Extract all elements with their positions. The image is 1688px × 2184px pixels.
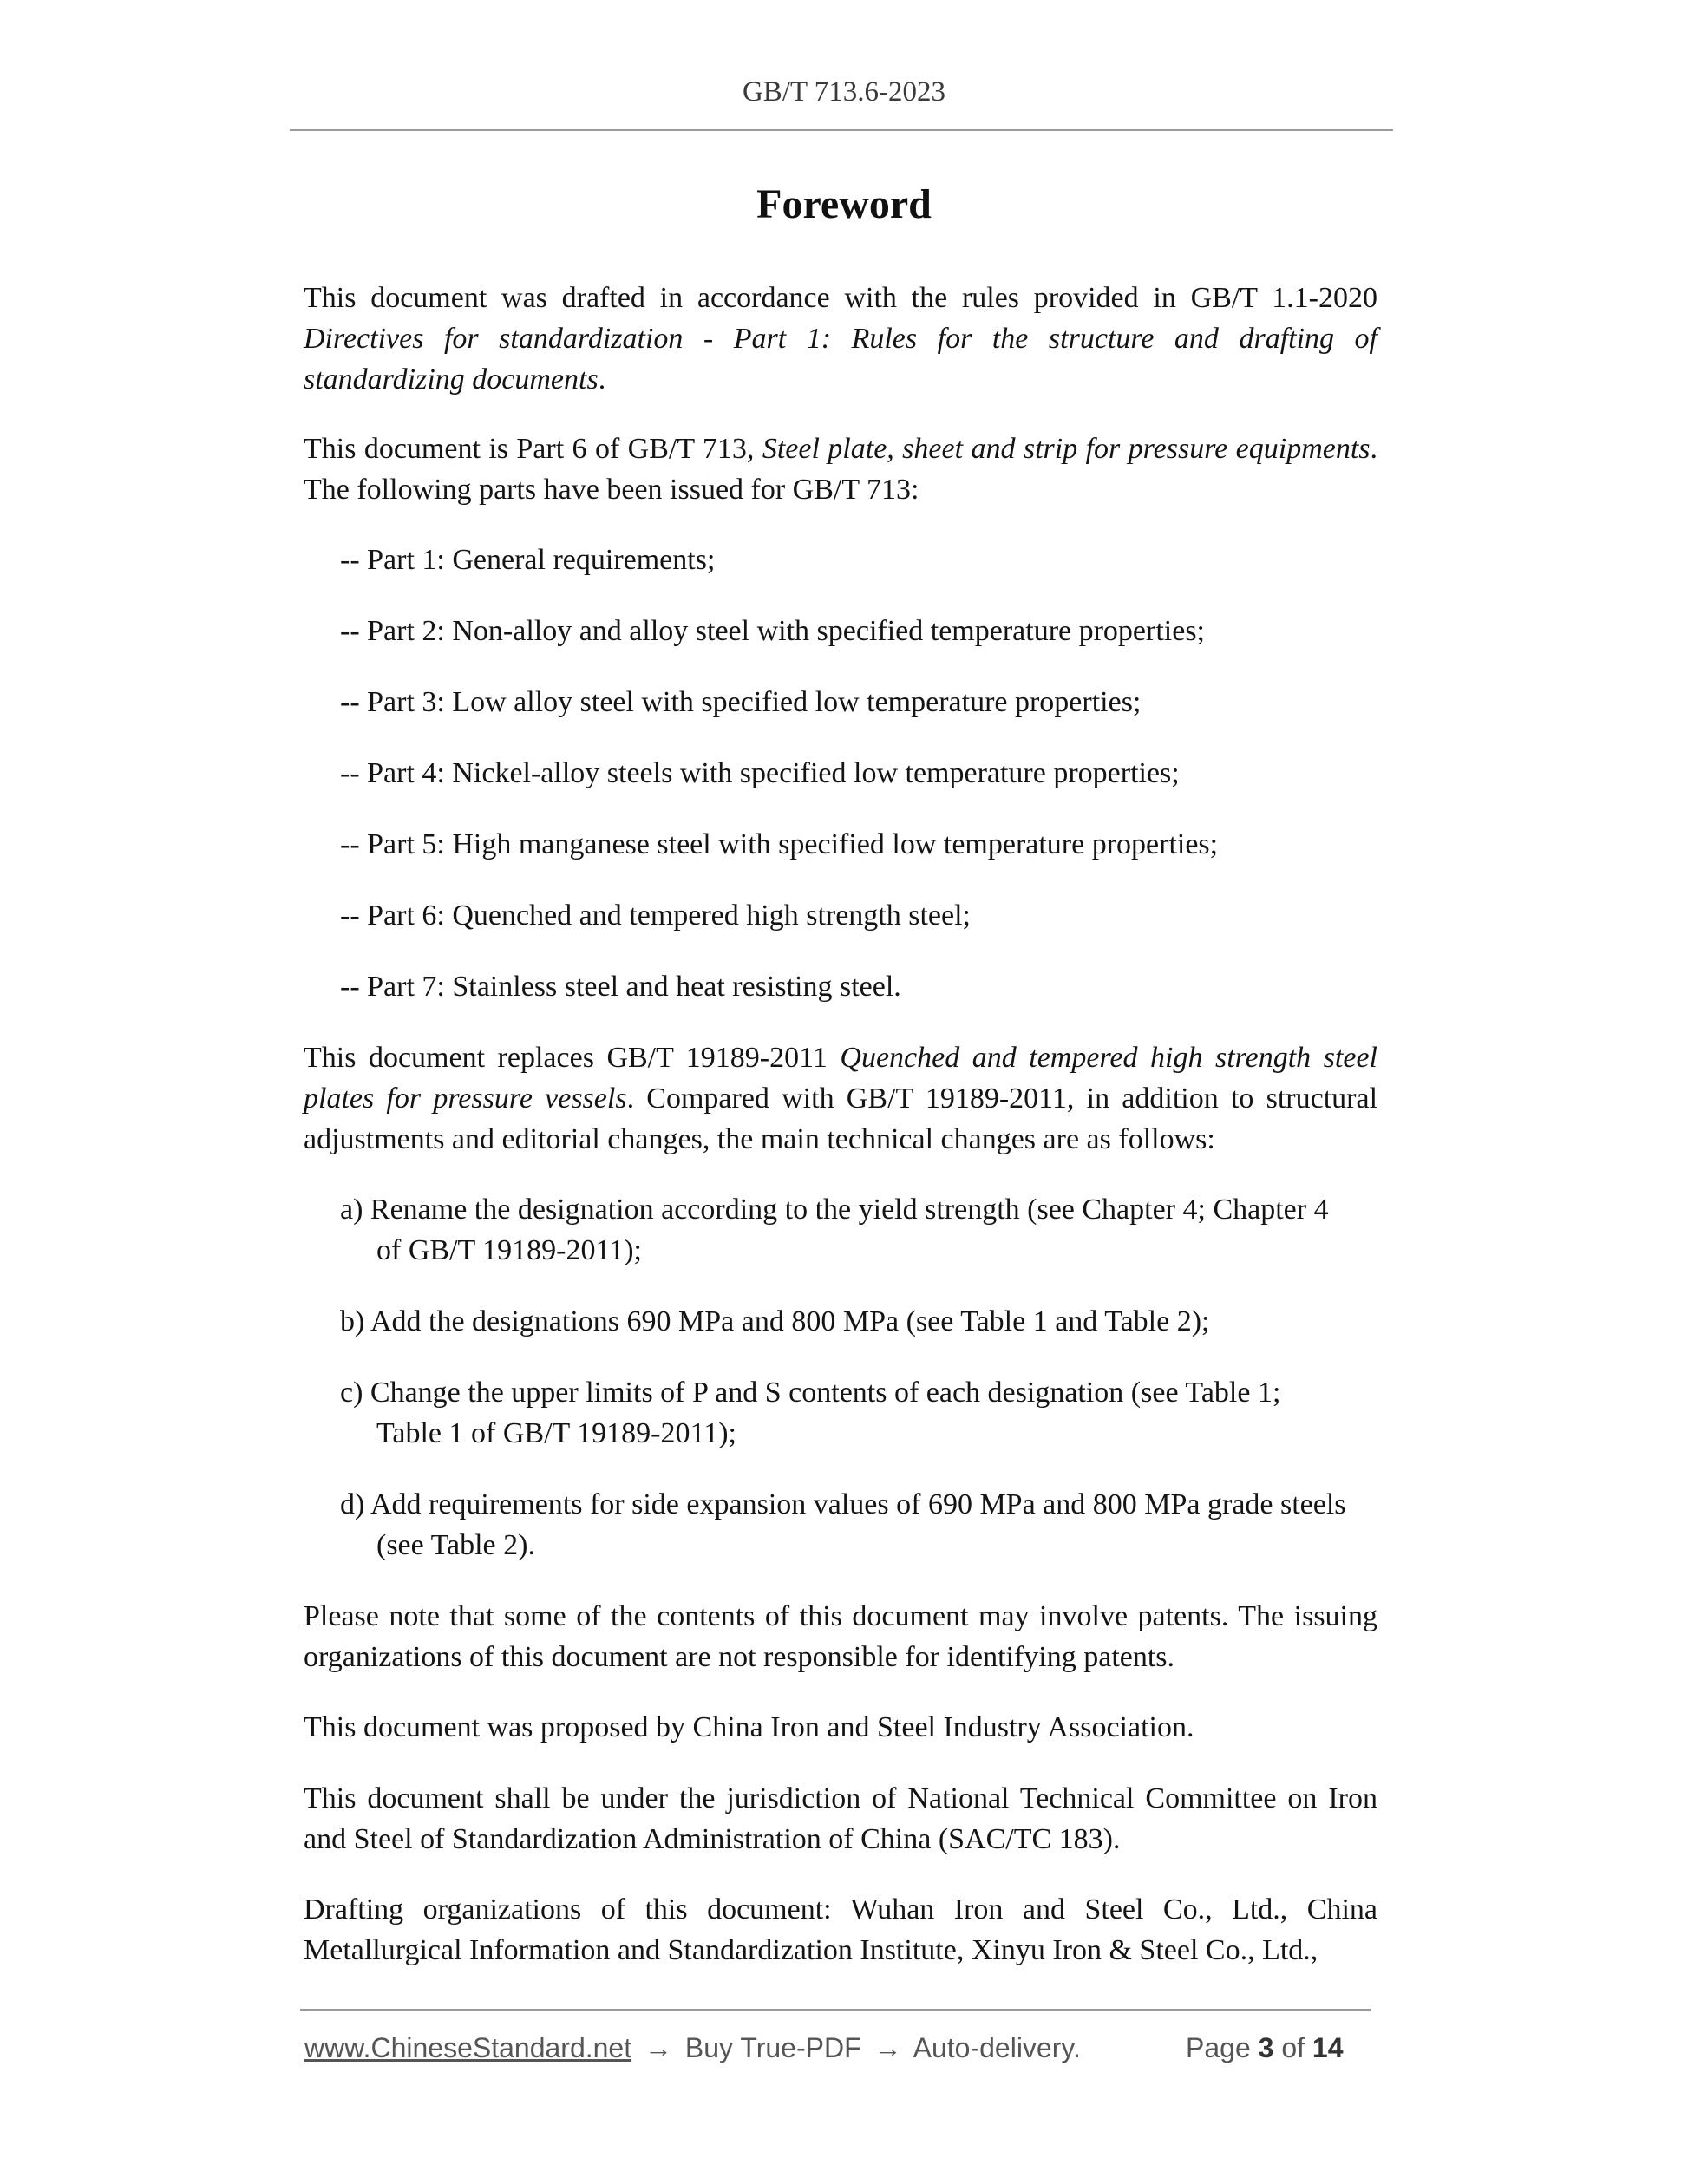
paragraph-drafting-rules: [304, 278, 1377, 400]
paragraph-replaces: [304, 1037, 1377, 1160]
footer-divider: [300, 2009, 1371, 2011]
page-label: Page: [1186, 2032, 1251, 2063]
paragraph-text: Please note that some of the contents of this document may involve patents. The issuing: [304, 1600, 1377, 1632]
list-item: -- Part 4: Nickel-alloy steels with specified low temperature properties;: [340, 757, 1180, 789]
paragraph-drafting-organizations: [304, 1889, 1377, 1971]
paragraph-italic-text: Quenched and tempered high strength steel: [840, 1042, 1377, 1074]
footer-buy-text: Buy True-PDF: [684, 2032, 861, 2063]
paragraph-text: .: [598, 363, 606, 396]
paragraph-text: . Compared with GB/T 19189-2011, in addition to structural: [626, 1082, 1378, 1115]
paragraph-jurisdiction: [304, 1778, 1377, 1860]
paragraph-text: This document replaces GB/T 19189-2011: [304, 1042, 828, 1074]
change-item-text: a) Rename the designation according to the yield strength (see Chapter 4; Chapter 4: [340, 1193, 1329, 1226]
paragraph-text: Metallurgical Information and Standardization Institute, Xinyu Iron & Steel Co., Ltd.,: [304, 1934, 1318, 1966]
paragraph-part-of-series: [304, 428, 1377, 510]
paragraph-italic-text: Directives for standardization - Part 1: Rules for the structure and drafting of: [304, 323, 1377, 355]
page-title: Foreword: [756, 181, 932, 227]
website-link[interactable]: www.ChineseStandard.net: [304, 2032, 632, 2063]
list-item: -- Part 5: High manganese steel with specified low temperature properties;: [340, 828, 1219, 860]
paragraph-proposed-by: This document was proposed by China Iron and Steel Industry Association.: [304, 1711, 1194, 1743]
paragraph-text: This document was drafted in accordance with the rules provided in GB/T 1.1-2020: [304, 282, 1377, 314]
paragraph-text: This document shall be under the jurisdiction of National Technical Committee on Iron: [304, 1782, 1377, 1815]
change-item-text: Table 1 of GB/T 19189-2011);: [376, 1417, 737, 1449]
paragraph-text: adjustments and editorial changes, the main technical changes are as follows:: [304, 1123, 1215, 1155]
page-of-label: of: [1281, 2032, 1305, 2063]
paragraph-italic-text: standardizing documents: [304, 363, 599, 396]
paragraph-text: . The following parts have been issued for GB/T 713:: [304, 433, 1378, 506]
paragraph-italic-text: equipments: [1235, 433, 1371, 465]
footer-delivery-text: Auto-delivery.: [913, 2032, 1081, 2063]
change-item-text: (see Table 2).: [376, 1529, 535, 1561]
change-item-b: [340, 1301, 1377, 1342]
list-item: -- Part 7: Stainless steel and heat resisting steel.: [340, 971, 901, 1003]
change-item-c: [340, 1372, 1377, 1454]
change-item-a: [340, 1189, 1377, 1271]
change-item-text: b) Add the designations 690 MPa and 800 MPa (see Table 1 and Table 2);: [340, 1305, 1210, 1337]
change-item-d: [340, 1484, 1377, 1566]
change-item-text: c) Change the upper limits of P and S contents of each designation (see Table 1;: [340, 1376, 1281, 1409]
paragraph-italic-text: plates for pressure vessels: [304, 1082, 627, 1115]
paragraph-text: Drafting organizations of this document: Wuhan Iron and Steel Co., Ltd., China: [304, 1893, 1377, 1926]
paragraph-italic-text: Steel plate, sheet and strip for pressure: [762, 433, 1228, 465]
page-current: 3: [1258, 2032, 1274, 2063]
arrow-right-icon: →: [873, 2032, 902, 2063]
page-number: [1186, 2032, 1343, 2064]
change-item-text: d) Add requirements for side expansion values of 690 MPa and 800 MPa grade steels: [340, 1488, 1346, 1520]
change-item-text: of GB/T 19189-2011);: [376, 1234, 642, 1266]
header-divider: [290, 129, 1393, 131]
list-item: -- Part 2: Non-alloy and alloy steel with specified temperature properties;: [340, 615, 1206, 647]
header-doc-id: GB/T 713.6-2023: [742, 76, 946, 108]
arrow-right-icon: →: [644, 2032, 672, 2063]
list-item: -- Part 3: Low alloy steel with specified low temperature properties;: [340, 686, 1142, 718]
page-total: 14: [1312, 2032, 1344, 2063]
paragraph-patents: [304, 1596, 1377, 1677]
paragraph-text: organizations of this document are not responsible for identifying patents.: [304, 1641, 1175, 1673]
paragraph-text: and Steel of Standardization Administration of China (SAC/TC 183).: [304, 1823, 1121, 1855]
paragraph-text: This document is Part 6 of GB/T 713,: [304, 433, 755, 465]
footer-promo: [304, 2032, 1081, 2064]
list-item: -- Part 6: Quenched and tempered high strength steel;: [340, 899, 971, 932]
list-item: -- Part 1: General requirements;: [340, 544, 716, 576]
